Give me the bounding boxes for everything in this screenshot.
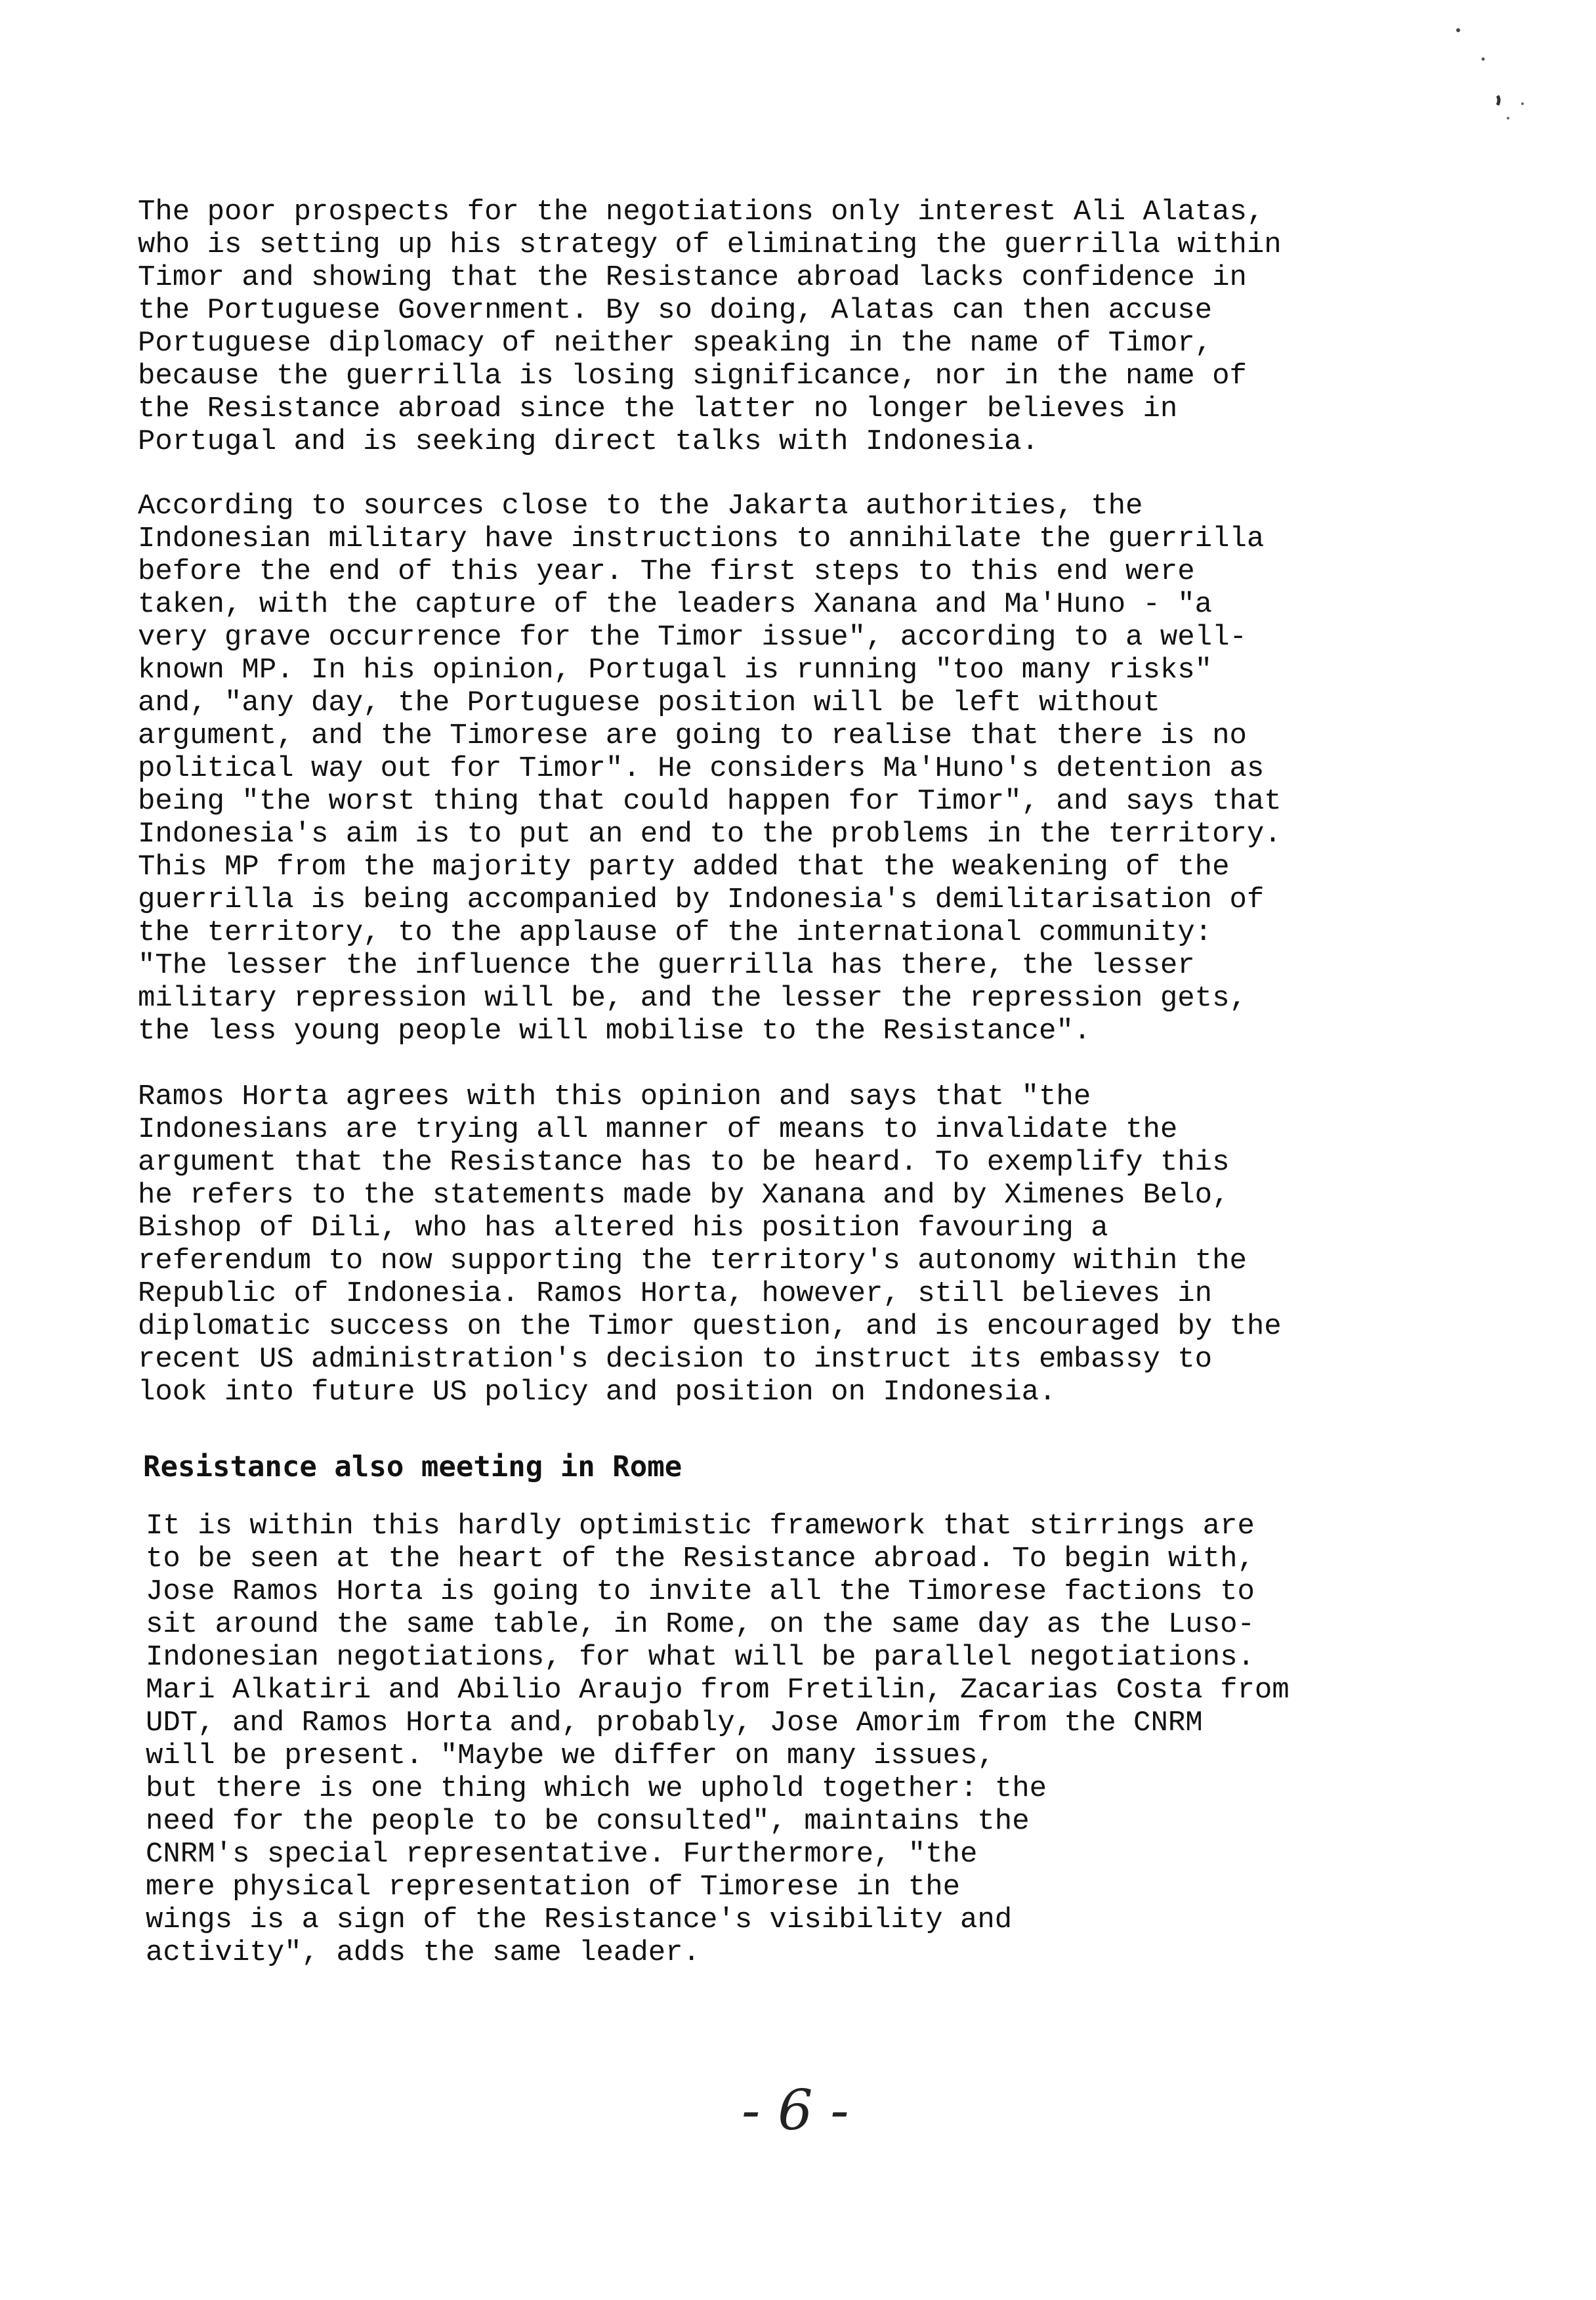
paragraph-line: very grave occurrence for the Timor issue", according to a well- xyxy=(138,621,1247,654)
paragraph-line: known MP. In his opinion, Portugal is running "too many risks" xyxy=(138,654,1213,687)
paragraph-line: The poor prospects for the negotiations only interest Ali Alatas, xyxy=(138,196,1265,228)
paragraph-line: Ramos Horta agrees with this opinion and says that "the xyxy=(138,1080,1091,1113)
paragraph-line: Jose Ramos Horta is going to invite all the Timorese factions to xyxy=(146,1575,1255,1608)
paragraph-line: Indonesian military have instructions to annihilate the guerrilla xyxy=(138,522,1265,555)
paragraph-line: Portuguese diplomacy of neither speaking in the name of Timor, xyxy=(138,327,1213,360)
paragraph-line: sit around the same table, in Rome, on the same day as the Luso- xyxy=(146,1608,1255,1641)
paragraph-line: guerrilla is being accompanied by Indonesia's demilitarisation of xyxy=(138,884,1265,916)
paragraph-line: taken, with the capture of the leaders Xanana and Ma'Huno - "a xyxy=(138,588,1213,621)
paragraph-line: argument, and the Timorese are going to realise that there is no xyxy=(138,719,1247,752)
paragraph-line: before the end of this year. The first steps to this end were xyxy=(138,555,1195,588)
paragraph-line: but there is one thing which we uphold together: the xyxy=(146,1772,1047,1805)
paragraph-3 xyxy=(138,1080,1457,1409)
paragraph-line: Bishop of Dili, who has altered his position favouring a xyxy=(138,1212,1108,1245)
paragraph-line: Timor and showing that the Resistance abroad lacks confidence in xyxy=(138,261,1247,294)
paragraph-line: to be seen at the heart of the Resistance abroad. To begin with, xyxy=(146,1543,1255,1575)
paragraph-line: the Portuguese Government. By so doing, Alatas can then accuse xyxy=(138,294,1213,327)
paragraph-line: the less young people will mobilise to the Resistance". xyxy=(138,1015,1091,1048)
paragraph-line: "The lesser the influence the guerrilla has there, the lesser xyxy=(138,949,1195,982)
paragraph-line: military repression will be, and the lesser the repression gets, xyxy=(138,982,1247,1015)
paragraph-1 xyxy=(138,196,1457,458)
paragraph-line: According to sources close to the Jakarta authorities, the xyxy=(138,490,1143,522)
paragraph-line: activity", adds the same leader. xyxy=(146,1936,700,1969)
paragraph-line: Mari Alkatiri and Abilio Araujo from Fretilin, Zacarias Costa from xyxy=(146,1674,1290,1707)
paragraph-line: Indonesians are trying all manner of means to invalidate the xyxy=(138,1113,1178,1146)
paragraph-2 xyxy=(138,490,1457,1048)
paragraph-line: political way out for Timor". He considers Ma'Huno's detention as xyxy=(138,752,1265,785)
paragraph-line: Republic of Indonesia. Ramos Horta, however, still believes in xyxy=(138,1277,1213,1310)
section-heading: Resistance also meeting in Rome xyxy=(143,1450,682,1483)
paragraph-line: need for the people to be consulted", maintains the xyxy=(146,1805,1030,1838)
paragraph-line: the Resistance abroad since the latter no longer believes in xyxy=(138,393,1178,425)
paragraph-4 xyxy=(146,1510,1465,1969)
paragraph-line: Indonesian negotiations, for what will be parallel negotiations. xyxy=(146,1641,1255,1674)
paragraph-line: Portugal and is seeking direct talks with Indonesia. xyxy=(138,425,1040,458)
paragraph-line: argument that the Resistance has to be heard. To exemplify this xyxy=(138,1146,1230,1179)
paragraph-line: recent US administration's decision to instruct its embassy to xyxy=(138,1343,1213,1376)
paragraph-line: CNRM's special representative. Furthermore, "the xyxy=(146,1838,978,1871)
paragraph-line: because the guerrilla is losing significance, nor in the name of xyxy=(138,360,1247,393)
paragraph-line: It is within this hardly optimistic framework that stirrings are xyxy=(146,1510,1255,1543)
paragraph-line: he refers to the statements made by Xanana and by Ximenes Belo, xyxy=(138,1179,1230,1212)
paragraph-line: will be present. "Maybe we differ on many issues, xyxy=(146,1739,995,1772)
paragraph-line: being "the worst thing that could happen for Timor", and says that xyxy=(138,785,1282,818)
paragraph-line: Indonesia's aim is to put an end to the problems in the territory. xyxy=(138,818,1282,851)
paragraph-line: the territory, to the applause of the international community: xyxy=(138,916,1213,949)
paragraph-line: wings is a sign of the Resistance's visibility and xyxy=(146,1904,1013,1936)
paragraph-line: look into future US policy and position on Indonesia. xyxy=(138,1376,1057,1409)
scan-specks xyxy=(1444,20,1542,131)
page-number: - 6 - xyxy=(742,2078,849,2142)
paragraph-line: referendum to now supporting the territory's autonomy within the xyxy=(138,1245,1247,1277)
paragraph-line: who is setting up his strategy of eliminating the guerrilla within xyxy=(138,228,1282,261)
paragraph-line: This MP from the majority party added that the weakening of the xyxy=(138,851,1230,884)
paragraph-line: mere physical representation of Timorese in the xyxy=(146,1871,961,1904)
paragraph-line: and, "any day, the Portuguese position will be left without xyxy=(138,687,1160,719)
paragraph-line: UDT, and Ramos Horta and, probably, Jose Amorim from the CNRM xyxy=(146,1707,1203,1739)
paragraph-line: diplomatic success on the Timor question, and is encouraged by the xyxy=(138,1310,1282,1343)
